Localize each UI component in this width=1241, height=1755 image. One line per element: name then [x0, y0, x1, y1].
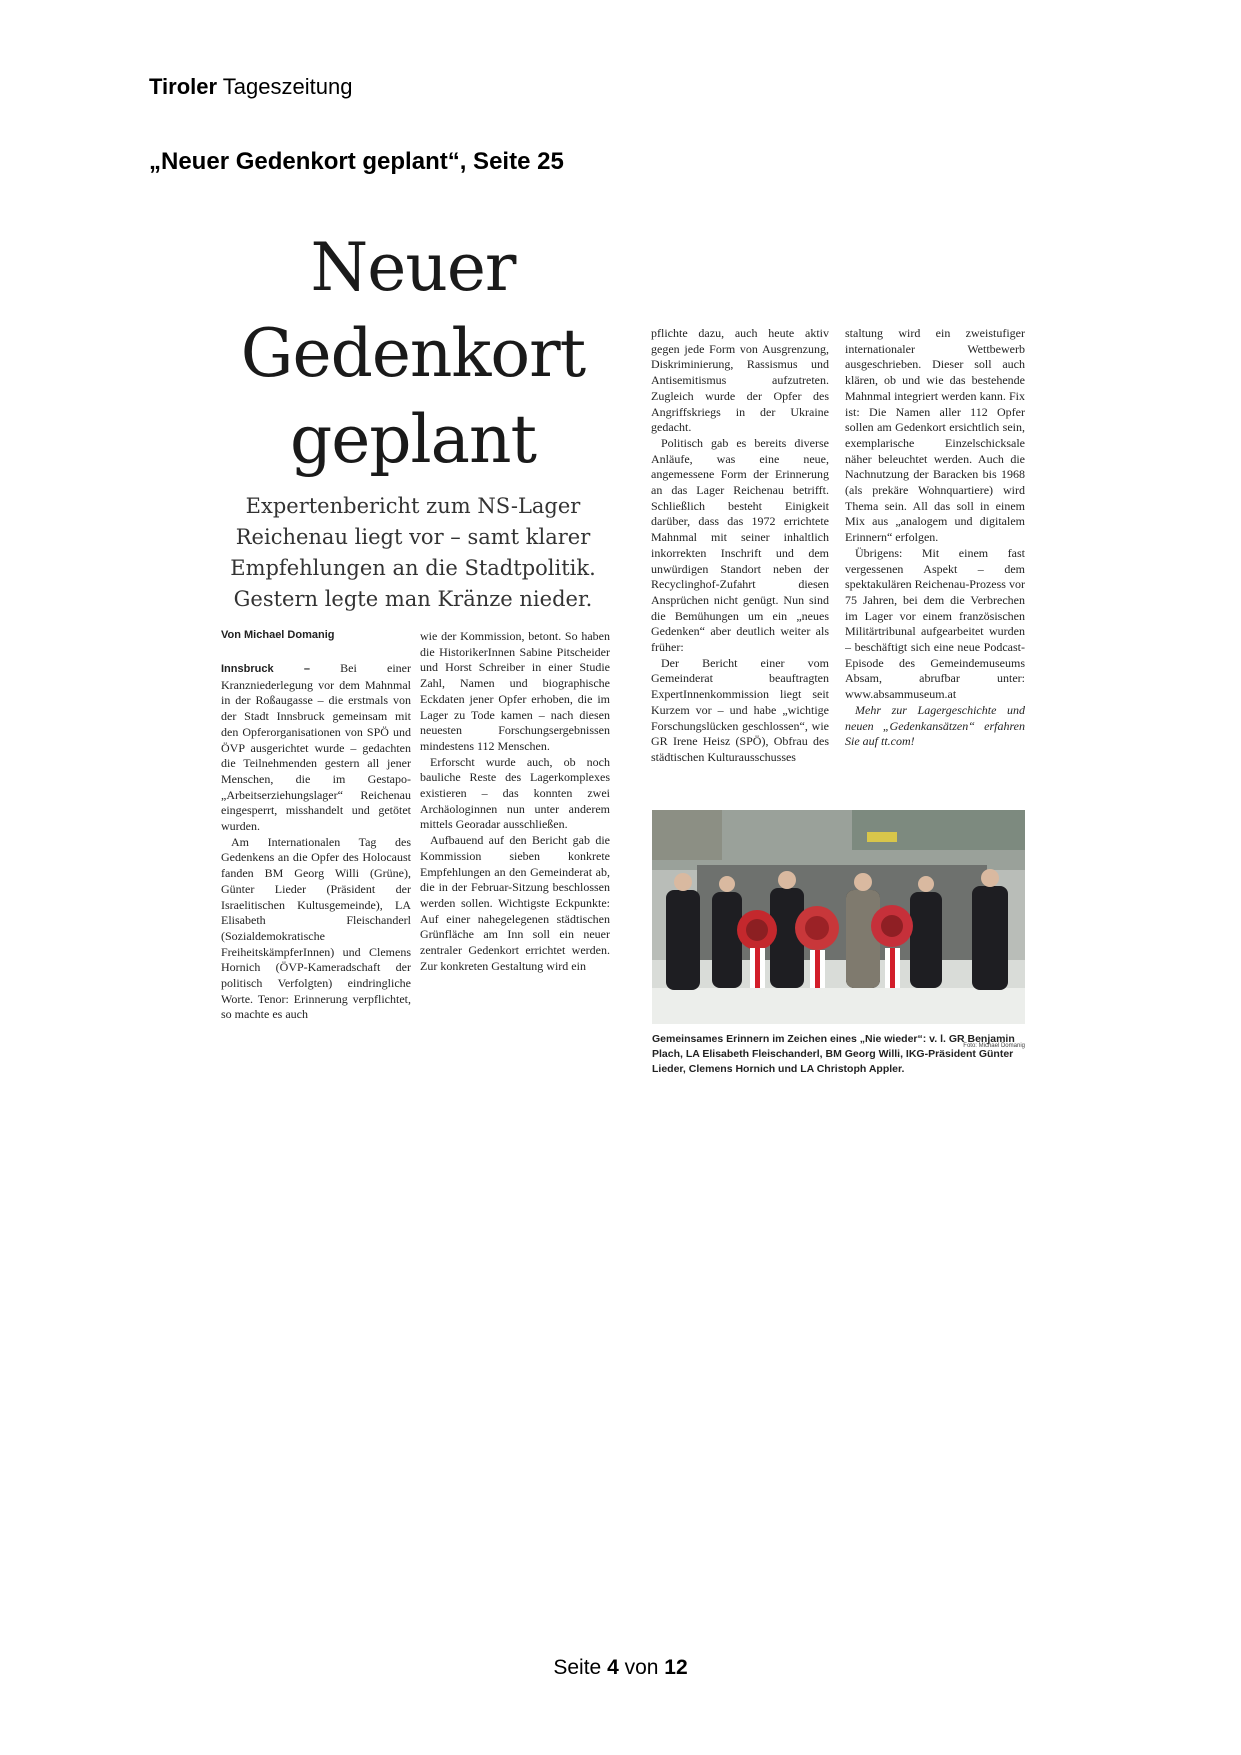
wreath-laying-photo: [652, 810, 1025, 1024]
headline-line-3: geplant: [289, 401, 537, 478]
column-4-paragraph-1: staltung wird ein zweistufiger internationaler Wettbewerb ausgeschrieben. Dieser soll auch klären, ob und wie das bestehende Mahnmal integriert werden kann. Fix ist: Die Namen aller 112 Opfer sollen am Gedenkort ersichtlich sein, exemplarische Einzelschicksale näher beleuchtet werden. Auch die Nachnutzung der Baracken bis 1968 (als prekäre Wohnquartiere) wird Thema sein. All das soll in einem Mix aus „analogem und digitalem Erinnern“ erfolgen.: [845, 326, 1025, 545]
publication-name-rest: Tageszeitung: [217, 74, 353, 99]
headline-line-2: Gedenkort: [240, 315, 586, 392]
article-reference-title: „Neuer Gedenkort geplant“, Seite 25: [149, 148, 564, 175]
column-2-paragraph-3: Aufbauend auf den Bericht gab die Kommission sieben konkrete Empfehlungen an den Gemeinderat ab, die in der Februar-Sitzung beschlossen werden sollen. Wichtigste Eckpunkte: Auf einer nahegelegenen städtischen Grünfläche am Inn soll ein neuer zentraler Gedenkort errichtet werden. Zur konkreten Gestaltung wird ein: [420, 833, 610, 973]
article-subheadline: [213, 491, 613, 615]
column-4-promo: Mehr zur Lagergeschichte und neuen „Gedenkansätzen“ erfahren Sie auf tt.com!: [845, 702, 1025, 749]
publication-name-bold: Tiroler: [149, 74, 218, 99]
column-3-paragraph-3: Der Bericht einer vom Gemeinderat beauftragten ExpertInnenkommission liegt seit Kurzem vor – und habe „wichtige Forschungslücken geschlossen“, wie GR Irene Heisz (SPÖ), Obfrau des städtischen Kulturausschusses: [651, 655, 829, 764]
page-footer: [0, 1656, 1241, 1680]
subheadline-line-3: Empfehlungen an die Stadtpolitik.: [230, 556, 596, 580]
column-4-paragraph-2: Übrigens: Mit einem fast vergessenen Aspekt – dem spektakulären Reichenau-Prozess vor 75 Jahren, bei dem die Verbrechen im Lager vor einem französischen Militärtribunal aufgearbeitet wurden – beschäftigt sich eine neue Podcast-Episode des Gemeindemuseums Absam, abrufbar unter: www.absammuseum.at: [845, 545, 1025, 702]
article-column-1: [221, 661, 411, 1071]
column-2-paragraph-2: Erforscht wurde auch, ob noch bauliche Reste des Lagerkomplexes existieren – das konnten zwei Archäologinnen nun unter anderem mittels Georadar ausschließen.: [420, 754, 610, 832]
subheadline-line-1: Expertenbericht zum NS-Lager: [245, 494, 581, 518]
subheadline-line-2: Reichenau liegt vor – samt klarer: [235, 525, 591, 549]
column-1-paragraph-1: [221, 661, 411, 835]
subheadline-line-4: Gestern legte man Kränze nieder.: [233, 587, 593, 611]
page-label-middle: von: [618, 1656, 665, 1679]
article-column-3: [651, 326, 829, 796]
page-label-prefix: Seite: [553, 1656, 608, 1679]
column-2-paragraph-1: wie der Kommission, betont. So haben die HistorikerInnen Sabine Pitscheider und Horst Schreiber in einer Studie Zahl, Namen und biographische Eckdaten jener Opfer erhoben, die im Lager zu Tode kamen – nach diesen neuesten Forschungsergebnissen mindestens 112 Menschen.: [420, 629, 610, 753]
headline-line-1: Neuer: [310, 229, 516, 306]
dateline: Innsbruck –: [221, 663, 310, 675]
column-3-paragraph-1: pflichte dazu, auch heute aktiv gegen jede Form von Ausgrenzung, Diskriminierung, Rassismus und Antisemitismus aufzutreten. Zugleich wurde der Opfer des Angriffskriegs in der Ukraine gedacht.: [651, 326, 829, 435]
publication-name: [149, 74, 352, 100]
current-page-number: 4: [607, 1656, 619, 1679]
photo-illustration: [652, 810, 1025, 1024]
photo-caption: Gemeinsames Erinnern im Zeichen eines „Nie wieder“: v. l. GR Benjamin Plach, LA Elisabeth Fleischanderl, BM Georg Willi, IKG-Präsident Günter Lieder, Clemens Hornich und LA Christoph Appler.: [652, 1033, 1015, 1075]
article-headline: [213, 225, 613, 483]
column-3-paragraph-2: Politisch gab es bereits diverse Anläufe, was eine neue, angemessene Form der Erinnerung an das Lager Reichenau betrifft. Schließlich besteht Einigkeit darüber, dass das 1972 errichtete Mahnmal mit seiner inhaltlich inkorrekten Inschrift und dem unwürdigen Standort neben der Recyclinghof-Zufahrt diesen Ansprüchen nicht genügt. Nun sind die Bemühungen um ein „neues Gedenken“ aber deutlich weiter als früher:: [651, 435, 829, 655]
column-1-paragraph-2: Am Internationalen Tag des Gedenkens an die Opfer des Holocaust fanden BM Georg Willi (Grüne), Günter Lieder (Präsident der Israelitischen Kultusgemeinde), LA Elisabeth Fleischanderl (Sozialdemokratische FreiheitskämpferInnen) und Clemens Hornich (ÖVP-Kameradschaft der politisch Verfolgten) eindringliche Worte. Tenor: Erinnerung verpflichtet, so machte es auch: [221, 834, 411, 1022]
article-column-4: [845, 326, 1025, 796]
article-byline: Von Michael Domanig: [221, 629, 335, 641]
newspaper-clipping: [213, 225, 1026, 1075]
column-1-paragraph-1-text: Bei einer Kranzniederlegung vor dem Mahnmal in der Roßaugasse – die erstmals von der Stadt Innsbruck gemeinsam mit den Opferorganisationen von SPÖ und ÖVP ausgerichtet wurde – gedachten die Teilnehmenden gestern all jener Menschen, die im Gestapo-„Arbeitserziehungslager“ Reichenau eingesperrt, misshandelt und getötet wurden.: [221, 661, 411, 834]
total-pages-number: 12: [664, 1656, 688, 1679]
article-column-2: [420, 629, 610, 1071]
photo-credit: Foto: Michael Domanig: [963, 1043, 1025, 1049]
